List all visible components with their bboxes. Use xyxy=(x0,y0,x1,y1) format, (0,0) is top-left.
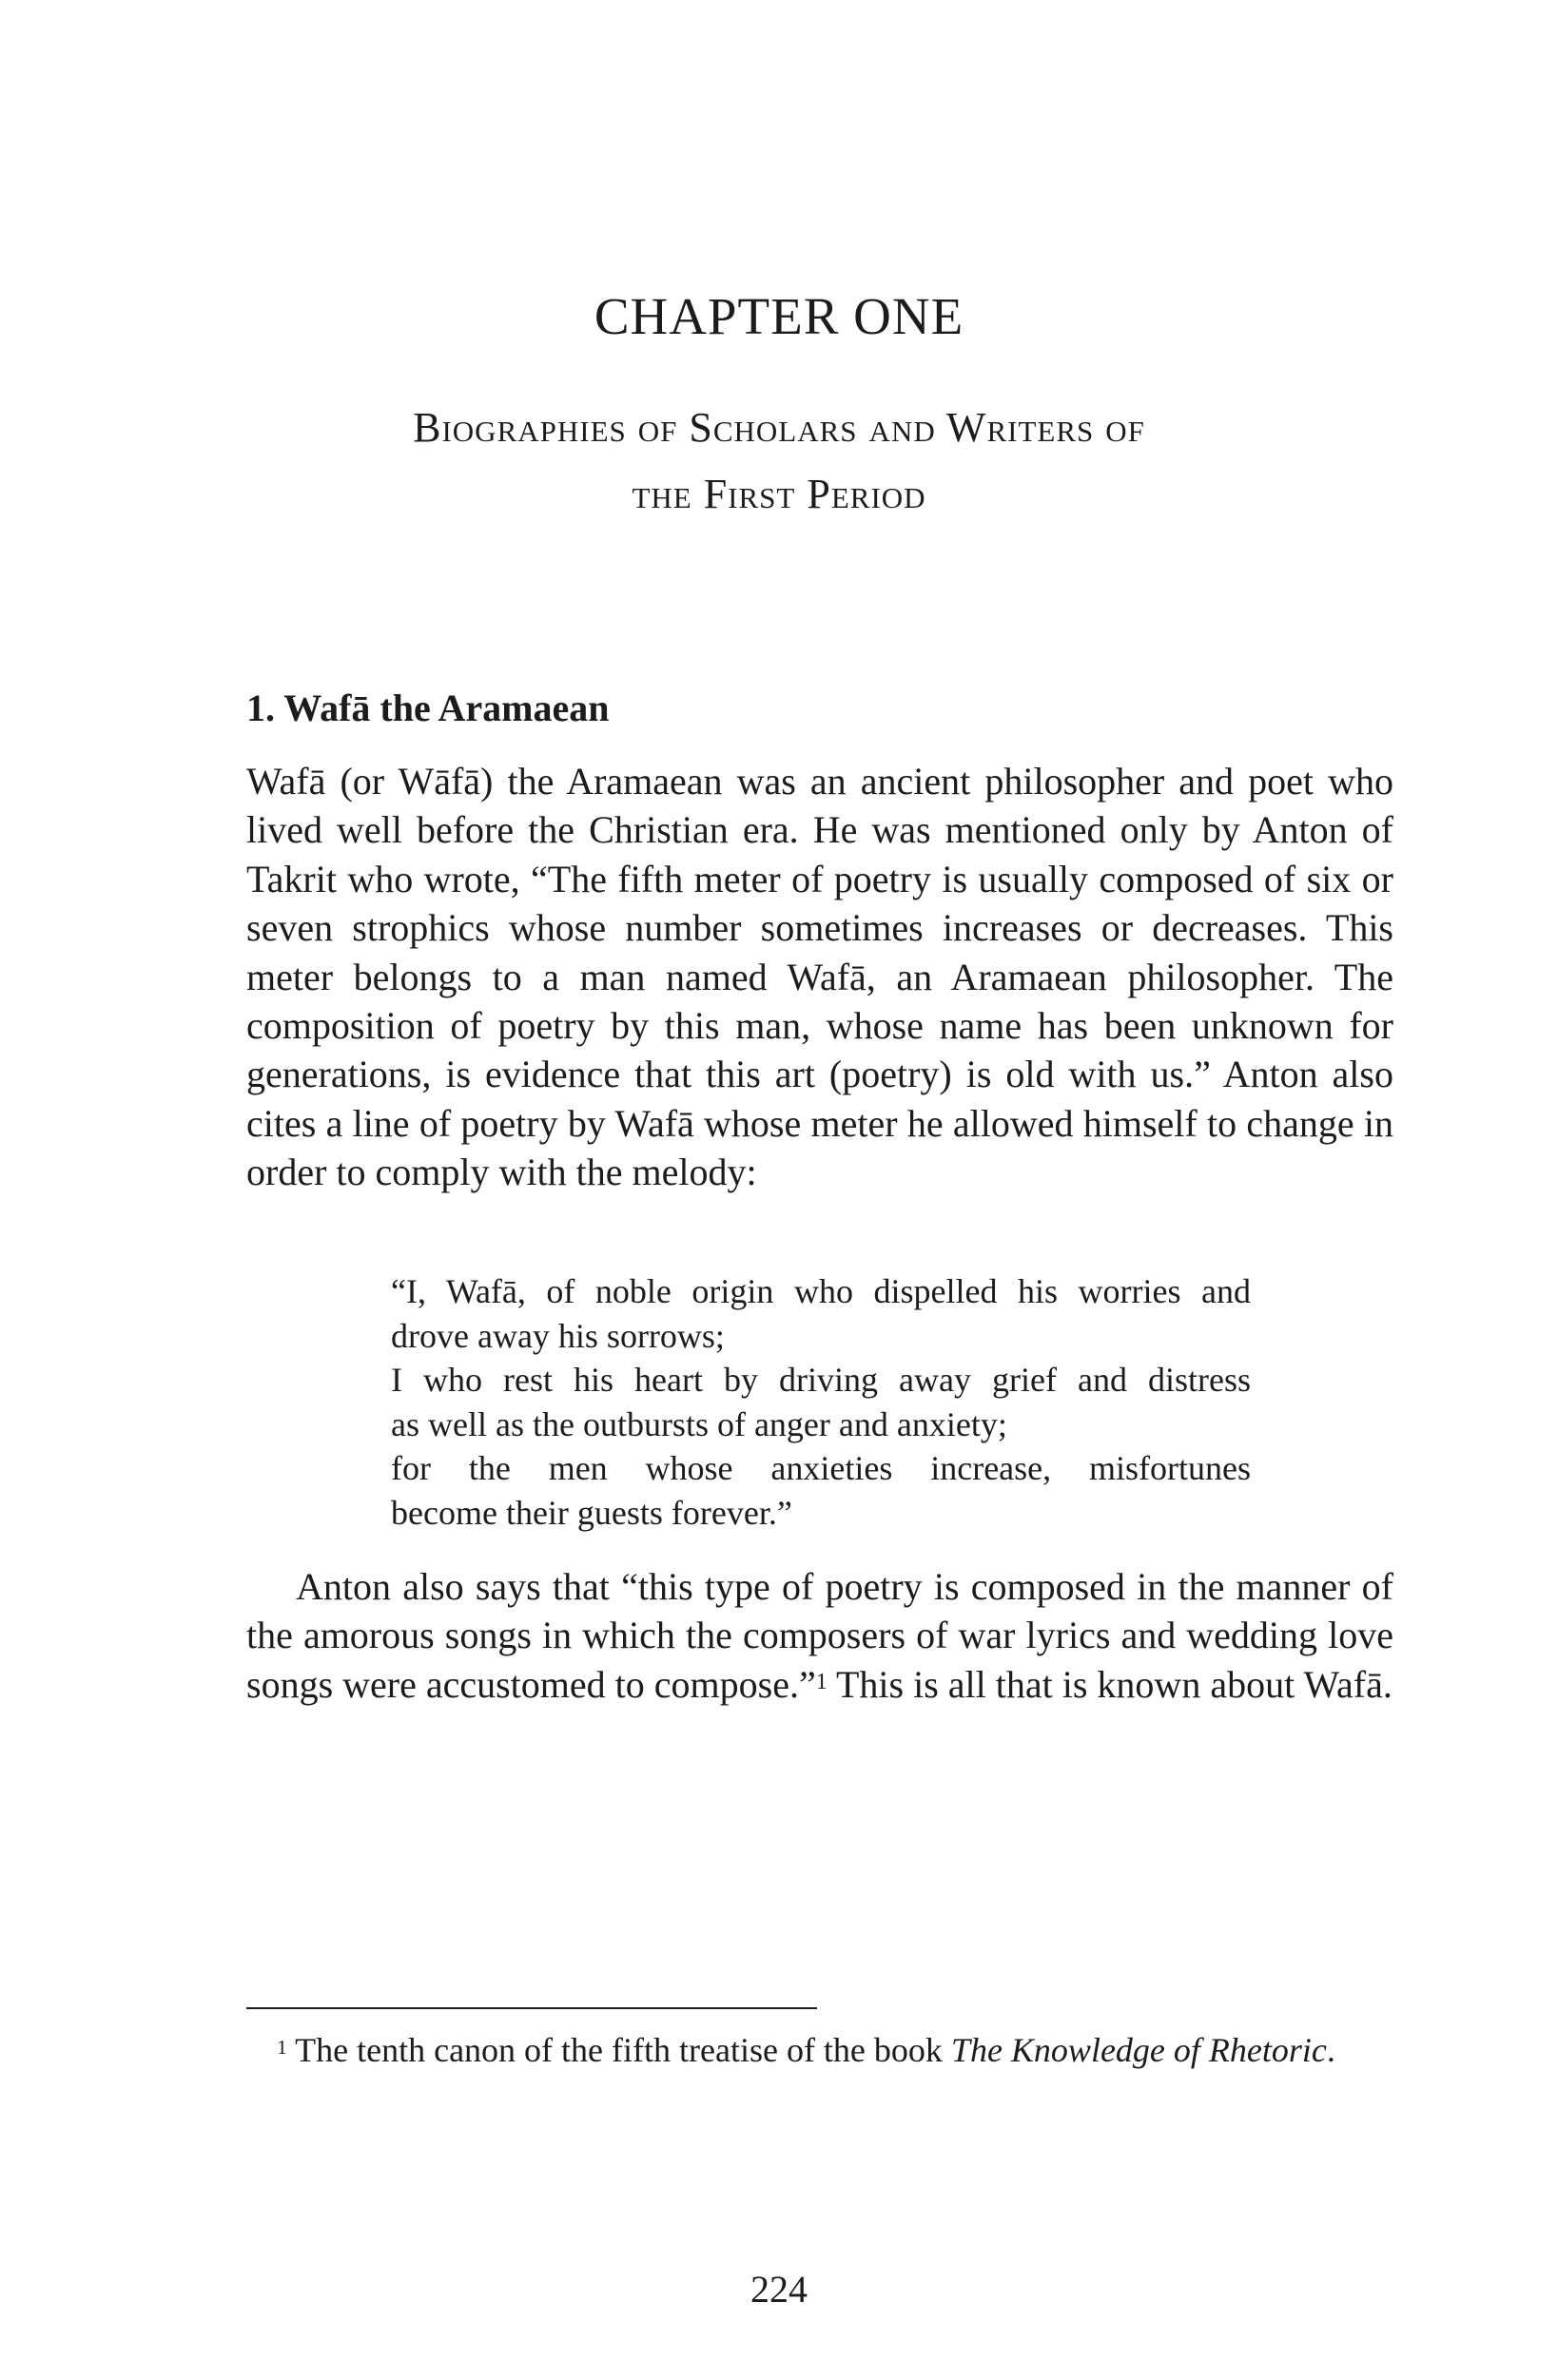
quote-line-3: I who rest his heart by driving away grief and distress xyxy=(391,1361,1251,1399)
chapter-label: CHAPTER ONE xyxy=(594,287,964,345)
chapter-title-line-2: the First Period xyxy=(632,471,926,517)
footnote-divider xyxy=(246,2007,817,2009)
footnote-text: The tenth canon of the fifth treatise of the book xyxy=(286,2031,951,2069)
quote-line-2: drove away his sorrows; xyxy=(391,1316,725,1355)
footnote-book-title: The Knowledge of Rhetoric xyxy=(950,2031,1327,2069)
quote-line-4: as well as the outbursts of anger and anxiety; xyxy=(391,1404,1007,1443)
body-paragraph-2 xyxy=(246,1562,1393,1709)
paragraph-2-text: Anton also says that “this type of poetry is composed in the manner of the amorous songs in which the composers of war lyrics and wedding love songs were accustomed to compose.” xyxy=(246,1565,1393,1706)
paragraph-2-text-end: This is all that is known about Wafā. xyxy=(827,1662,1392,1706)
quote-line-6: become their guests forever.” xyxy=(391,1493,792,1532)
footnote xyxy=(246,2028,1393,2072)
quote-line-1: “I, Wafā, of noble origin who dispelled his worries and xyxy=(391,1272,1251,1310)
footnote-marker: 1 xyxy=(277,2036,287,2060)
chapter-title xyxy=(190,395,1368,528)
quote-line-5: for the men whose anxieties increase, misfortunes xyxy=(391,1449,1251,1487)
body-paragraph-1: Wafā (or Wāfā) the Aramaean was an ancient philosopher and poet who lived well before the Christian era. He was mentioned only by Anton of Takrit who wrote, “The fifth meter of poetry is usually composed of six or seven strophics whose number sometimes increases or decreases. This meter belongs to a man named Wafā, an Aramaean philosopher. The composition of poetry by this man, whose name has been unknown for generations, is evidence that this art (poetry) is old with us.” Anton also cites a line of poetry by Wafā whose meter he allowed himself to change in order to comply with the melody: xyxy=(246,760,1393,1194)
page-number: 224 xyxy=(750,2268,808,2311)
block-quote xyxy=(391,1269,1251,1535)
footnote-text-end: . xyxy=(1326,2031,1335,2069)
chapter-title-line-1: Biographies of Scholars and Writers of xyxy=(413,404,1145,451)
section-heading: 1. Wafā the Aramaean xyxy=(246,687,610,729)
footnote-reference[interactable]: 1 xyxy=(815,1670,828,1695)
